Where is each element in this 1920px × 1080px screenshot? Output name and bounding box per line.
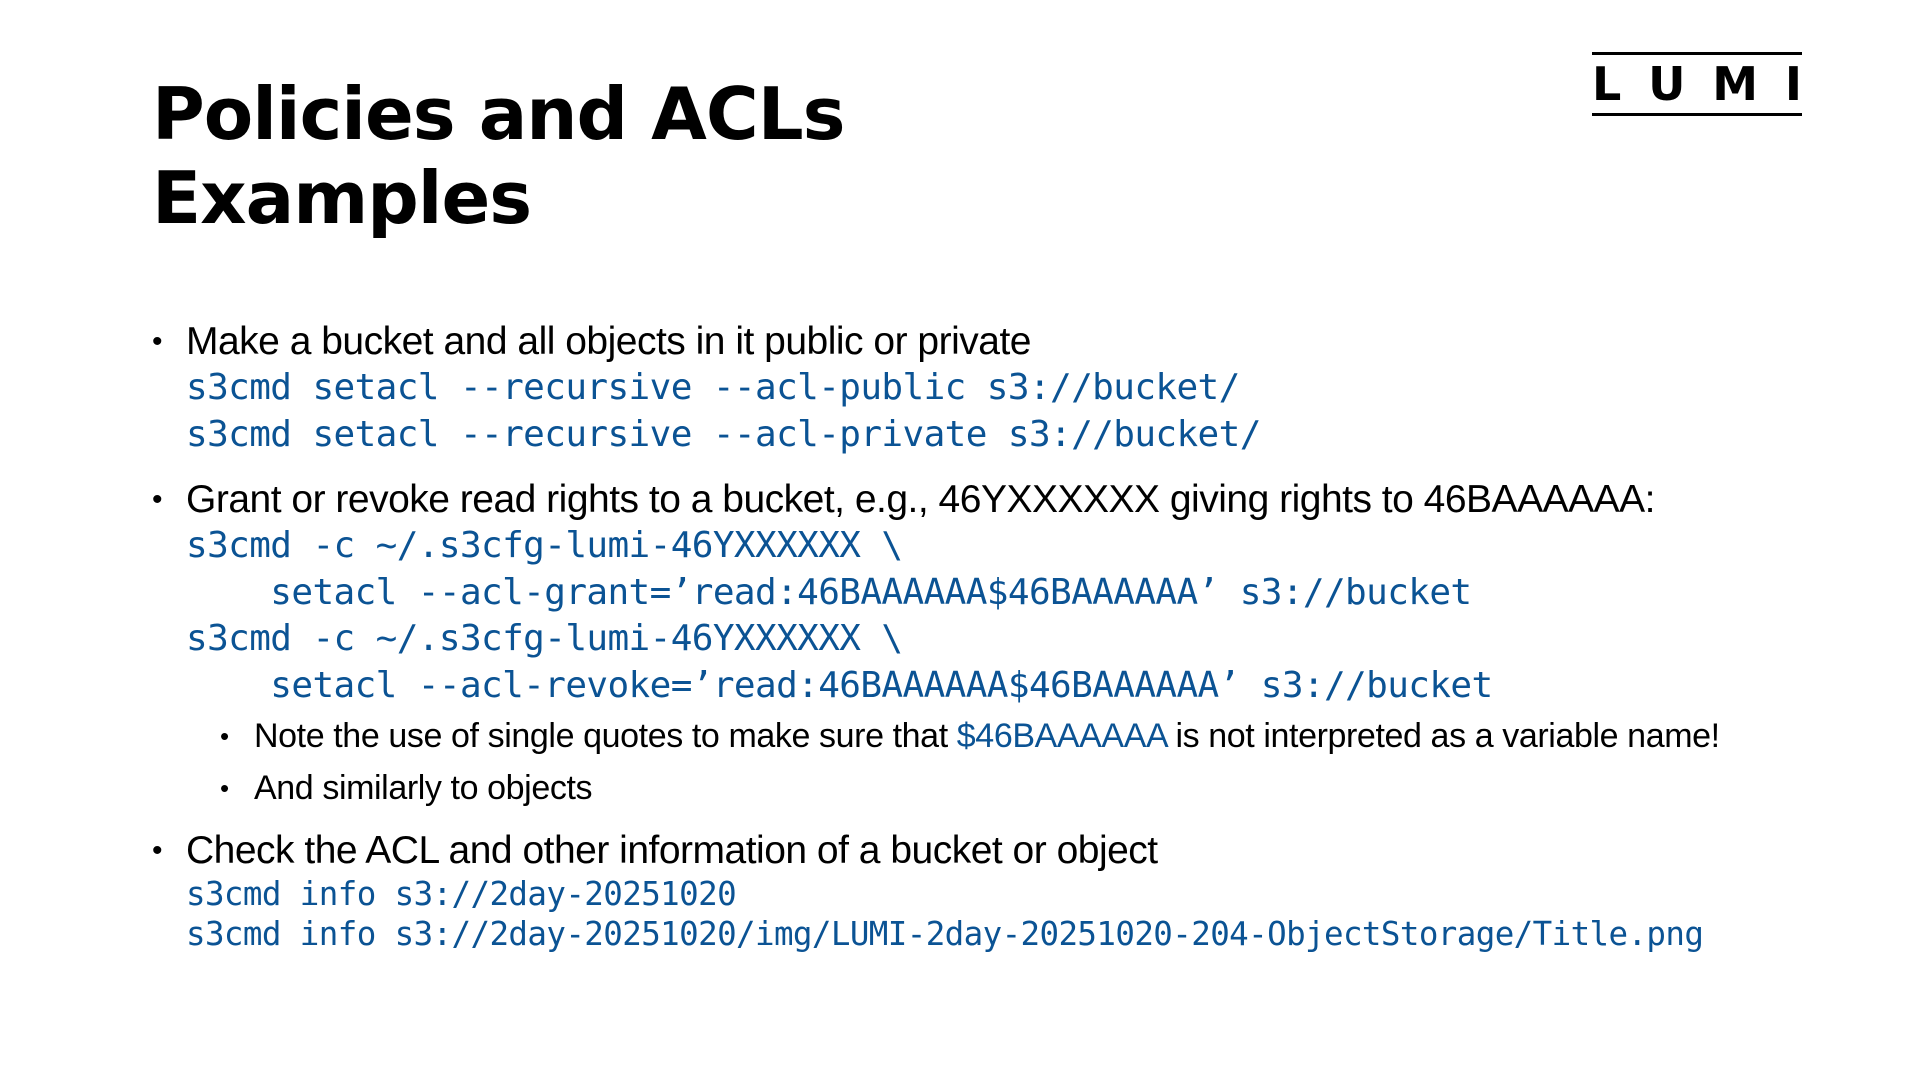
sub-bullet-single-quotes-note bbox=[220, 715, 1872, 757]
logo-top-rule bbox=[1592, 52, 1802, 55]
slide-title-line2: Examples bbox=[152, 156, 532, 240]
code-line: s3cmd info s3://2day-20251020 bbox=[186, 875, 737, 913]
code-line: s3cmd setacl --recursive --acl-public s3://bucket/ bbox=[186, 367, 1240, 408]
sub-bullet-text: Note the use of single quotes to make sure that bbox=[254, 717, 957, 755]
logo-wordmark bbox=[1592, 57, 1802, 111]
bullet-make-public-private bbox=[152, 318, 1872, 458]
slide-body bbox=[152, 318, 1872, 972]
lumi-logo bbox=[1592, 52, 1802, 116]
code-line: s3cmd setacl --recursive --acl-private s3://bucket/ bbox=[186, 413, 1261, 455]
inline-code: $46BAAAAAA bbox=[956, 717, 1167, 755]
code-line: s3cmd -c ~/.s3cfg-lumi-46YXXXXXX \ bbox=[186, 525, 903, 566]
slide-title-line1: Policies and ACLs bbox=[152, 72, 845, 156]
logo-letter: I bbox=[1784, 57, 1802, 111]
code-block bbox=[152, 874, 1872, 954]
sub-bullet-objects: • And similarly to objects bbox=[220, 767, 1872, 809]
sub-bullet-text: is not interpreted as a variable name! bbox=[1166, 717, 1720, 755]
logo-letter: M bbox=[1712, 57, 1759, 111]
logo-letter: U bbox=[1648, 57, 1686, 111]
bullet-text: • Grant or revoke read rights to a bucket, e.g., 46YXXXXXX giving rights to 46BAAAAAA: bbox=[152, 476, 1872, 523]
code-line: setacl --acl-grant=’read:46BAAAAAA$46BAAAAAA’ s3://bucket bbox=[186, 571, 1472, 613]
code-line: setacl --acl-revoke=’read:46BAAAAAA$46BAAAAAA’ s3://bucket bbox=[186, 664, 1493, 706]
bullet-check-acl bbox=[152, 827, 1872, 954]
code-block bbox=[152, 523, 1872, 709]
bullet-text: • Check the ACL and other information of a bucket or object bbox=[152, 827, 1872, 874]
code-block bbox=[152, 365, 1872, 458]
logo-bottom-rule bbox=[1592, 113, 1802, 116]
logo-letter: L bbox=[1592, 57, 1622, 111]
code-line: s3cmd info s3://2day-20251020/img/LUMI-2day-20251020-204-ObjectStorage/Title.png bbox=[186, 915, 1704, 953]
code-line: s3cmd -c ~/.s3cfg-lumi-46YXXXXXX \ bbox=[186, 618, 903, 659]
bullet-grant-revoke bbox=[152, 476, 1872, 809]
slide-title bbox=[152, 72, 844, 240]
bullet-text: • Make a bucket and all objects in it public or private bbox=[152, 318, 1872, 365]
